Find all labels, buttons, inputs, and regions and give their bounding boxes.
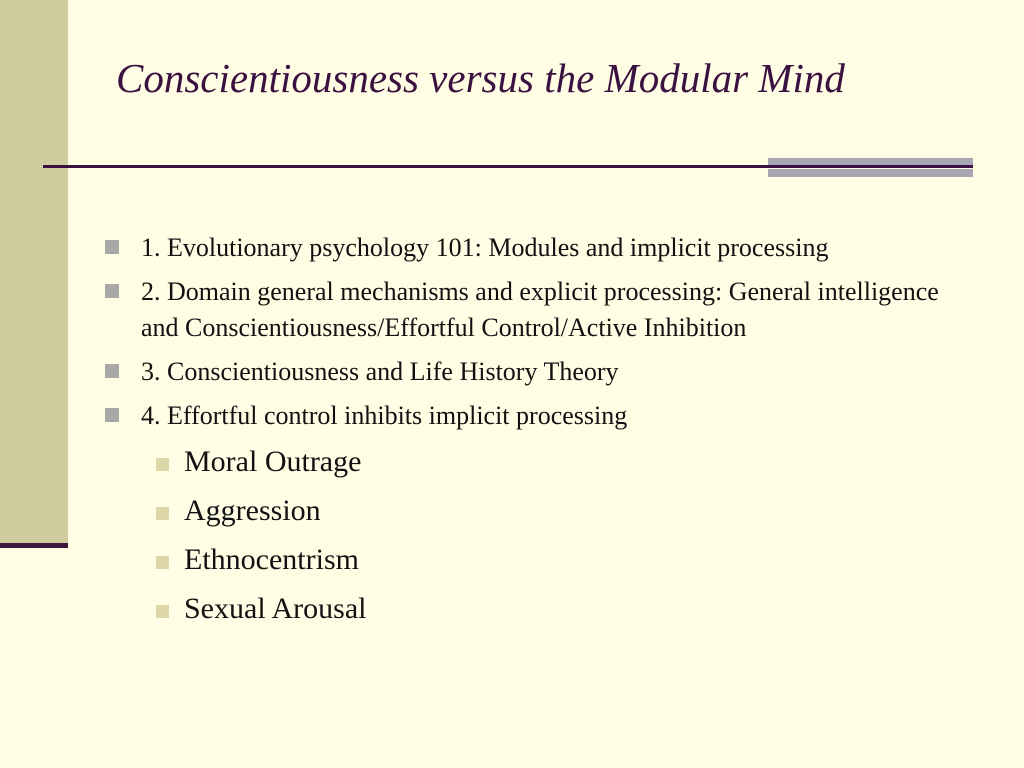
sub-bullet-text: Sexual Arousal bbox=[184, 592, 367, 625]
sub-bullet-item bbox=[100, 540, 980, 580]
bullet-text: 3. Conscientiousness and Life History Theory bbox=[141, 357, 619, 386]
title-underline bbox=[43, 165, 973, 168]
bullet-text: 2. Domain general mechanisms and explicit processing: General intelligence and Conscientiousness/Effortful Control/Active Inhibition bbox=[141, 277, 939, 342]
square-bullet-icon bbox=[105, 240, 119, 254]
square-bullet-icon bbox=[105, 364, 119, 378]
accent-bar-top bbox=[768, 158, 973, 165]
sub-bullet-item bbox=[100, 589, 980, 629]
accent-bar-bottom bbox=[768, 169, 973, 177]
bullet-list bbox=[100, 230, 980, 434]
bullet-item bbox=[100, 398, 980, 434]
sub-bullet-item bbox=[100, 442, 980, 482]
sub-bullet-text: Aggression bbox=[184, 494, 321, 527]
square-bullet-icon bbox=[156, 507, 169, 520]
slide-content bbox=[100, 230, 980, 638]
square-bullet-icon bbox=[105, 408, 119, 422]
square-bullet-icon bbox=[156, 458, 169, 471]
square-bullet-icon bbox=[156, 605, 169, 618]
bullet-item bbox=[100, 354, 980, 390]
square-bullet-icon bbox=[105, 284, 119, 298]
sub-bullet-item bbox=[100, 491, 980, 531]
left-band-divider bbox=[0, 543, 68, 548]
sub-bullet-text: Moral Outrage bbox=[184, 445, 362, 478]
left-decorative-band bbox=[0, 0, 68, 545]
bullet-text: 1. Evolutionary psychology 101: Modules and implicit processing bbox=[141, 233, 829, 262]
sub-bullet-text: Ethnocentrism bbox=[184, 543, 359, 576]
square-bullet-icon bbox=[156, 556, 169, 569]
bullet-item bbox=[100, 274, 980, 346]
sub-bullet-list bbox=[100, 442, 980, 629]
slide-title: Conscientiousness versus the Modular Mind bbox=[116, 55, 845, 101]
bullet-text: 4. Effortful control inhibits implicit processing bbox=[141, 401, 628, 430]
bullet-item bbox=[100, 230, 980, 266]
